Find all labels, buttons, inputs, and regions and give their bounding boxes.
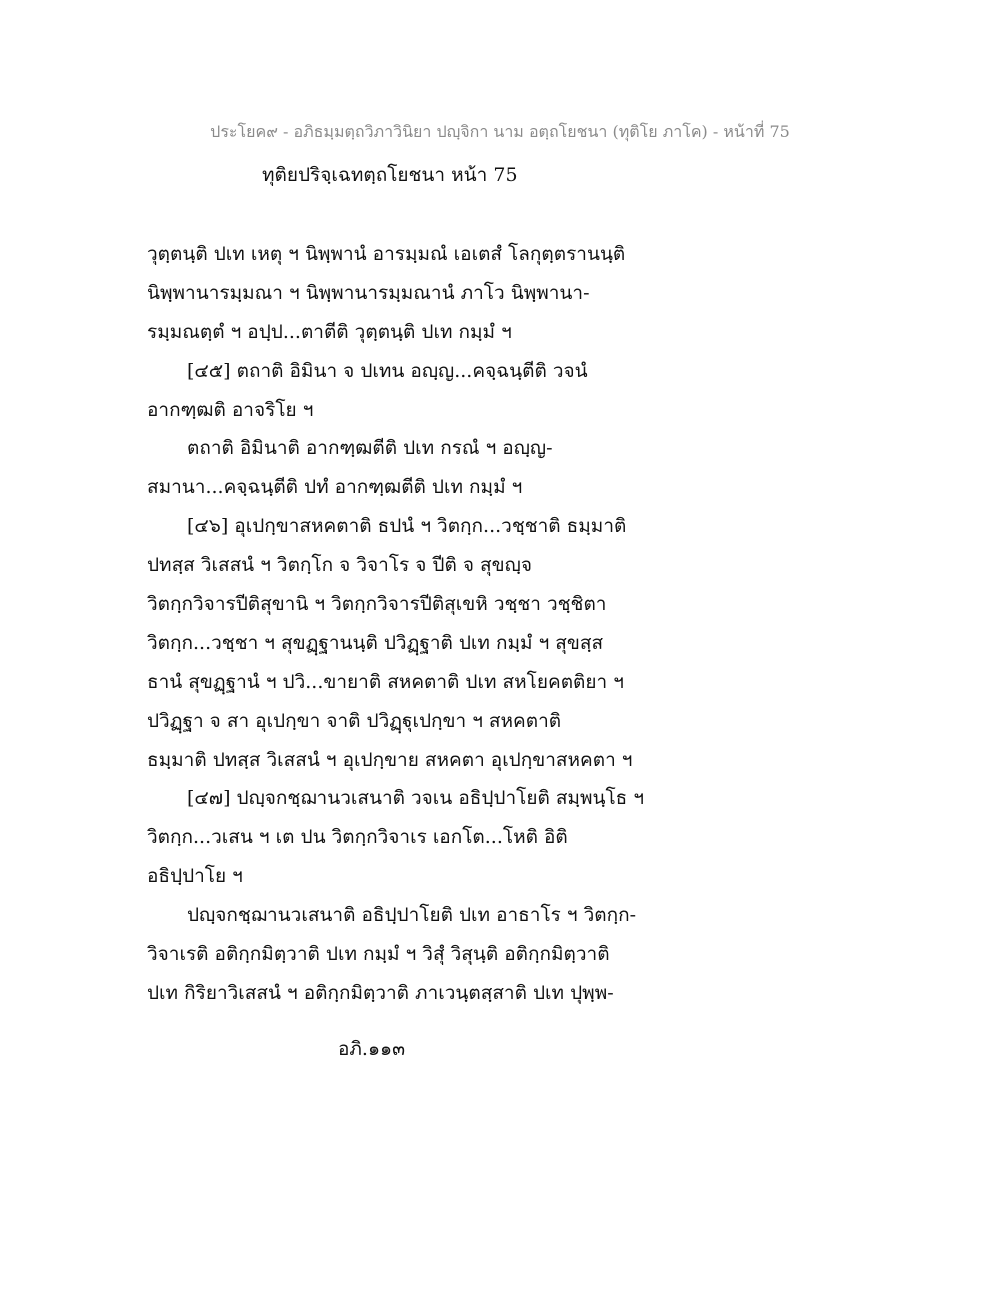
- text-line: อธิปฺปาโย ฯ: [147, 865, 243, 888]
- running-header: ประโยค๙ - อภิธมฺมตฺถวิภาวินิยา ปญฺจิกา นาม อตฺถโยชนา (ทุติโย ภาโค) - หน้าที่ 75: [210, 122, 790, 141]
- body-text: [147, 235, 707, 1013]
- text-line: ปญฺจกชฺฌานวเสนาติ อธิปฺปาโยติ ปเท อาธาโร ฯ วิตกฺก-: [187, 904, 637, 927]
- text-line: วุตฺตนฺติ ปเท เหตุ ฯ นิพฺพานํ อารมฺมณํ เอเตสํ โลกุตฺตรานนฺติ: [147, 243, 626, 265]
- text-line: [๔๗] ปญฺจกชฺฌานวเสนาติ วจเน อธิปฺปาโยติ สมฺพนฺโธ ฯ: [187, 787, 644, 810]
- text-line: [๔๖] อุเปกฺขาสหคตาติ ธปนํ ฯ วิตกฺก...วชฺชาติ ธมฺมาติ: [187, 515, 627, 538]
- text-line: ธานํ สุขฏฺฐานํ ฯ ปวิ...ขายาติ สหคตาติ ปเท สหโยคตติยา ฯ: [147, 670, 624, 693]
- chapter-heading: ทุติยปริจฺเฉทตฺถโยชนา หน้า 75: [262, 164, 518, 186]
- text-line: อากฑฺฒติ อาจริโย ฯ: [147, 398, 314, 421]
- text-line: วิตกฺกวิจารปีติสุขานิ ฯ วิตกฺกวิจารปีติสุเขหิ วชฺชา วชฺชิตา: [147, 593, 607, 616]
- text-line: นิพฺพานารมฺมณา ฯ นิพฺพานารมฺมณานํ ภาโว นิพฺพานา-: [147, 281, 590, 304]
- text-line: วิตกฺก...วเสน ฯ เต ปน วิตกฺกวิจาเร เอกโต...โหติ อิติ: [147, 826, 568, 849]
- text-line: วิจาเรติ อติกฺกมิตฺวาติ ปเท กมฺมํ ฯ วิสุํ วิสุนฺติ อติกฺกมิตฺวาติ: [147, 943, 610, 966]
- text-line: ปวิฏฺฐา จ สา อุเปกฺขา จาติ ปวิฏฺฐุเปกฺขา ฯ สหคตาติ: [147, 709, 562, 732]
- text-line: วิตกฺก...วชฺชา ฯ สุขฏฺฐานนฺติ ปวิฏฺฐาติ ปเท กมฺมํ ฯ สุขสฺส: [147, 631, 604, 654]
- text-line: ปเท กิริยาวิเสสนํ ฯ อติกฺกมิตฺวาติ ภาเวนฺตสฺสาติ ปเท ปุพฺพ-: [147, 981, 614, 1004]
- text-line: ธมฺมาติ ปทสฺส วิเสสนํ ฯ อุเปกฺขาย สหคตา อุเปกฺขาสหคตา ฯ: [147, 748, 633, 771]
- folio-signature: อภิ.๑๑๓: [338, 1038, 406, 1060]
- text-line: ปทสฺส วิเสสนํ ฯ วิตกฺโก จ วิจาโร จ ปีติ จ สุขญฺจ: [147, 554, 532, 577]
- text-line: ตถาติ อิมินาติ อากฑฺฒตีติ ปเท กรณํ ฯ อญฺญ-: [187, 437, 553, 460]
- text-line: สมานา...คจฺฉนฺตีติ ปทํ อากฑฺฒตีติ ปเท กมฺมํ ฯ: [147, 476, 523, 499]
- text-line: รมฺมณตฺตํ ฯ อปฺป...ตาตีติ วุตฺตนฺติ ปเท กมฺมํ ฯ: [147, 320, 512, 343]
- text-line: [๔๕] ตถาติ อิมินา จ ปเทน อญฺญ...คจฺฉนฺตีติ วจนํ: [187, 359, 588, 382]
